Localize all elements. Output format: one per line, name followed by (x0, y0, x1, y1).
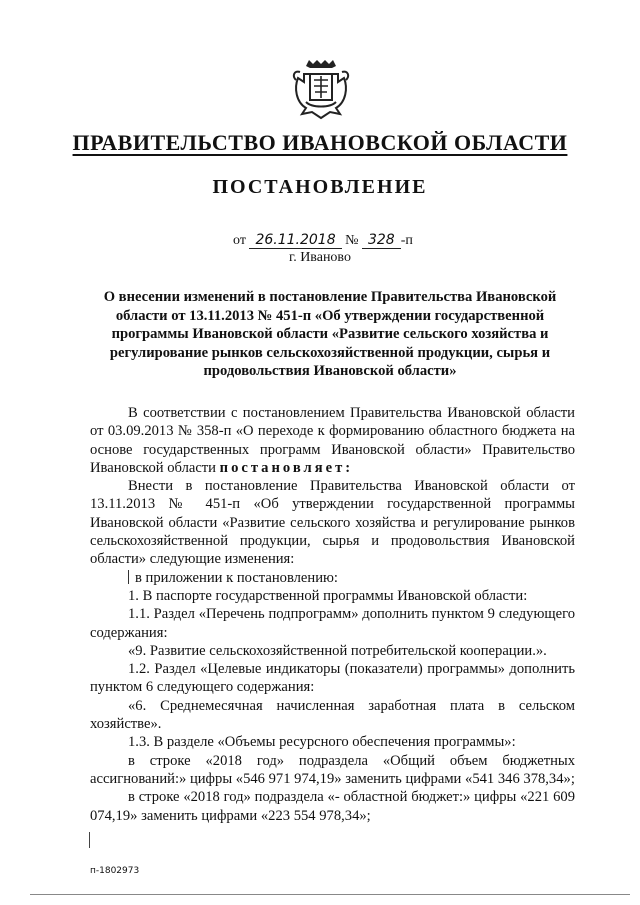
paragraph-item-1-2: 1.2. Раздел «Целевые индикаторы (показатели) программы» дополнить пунктом 6 следующего содержания: (90, 661, 575, 696)
city-name: г. Иваново (289, 250, 351, 265)
number-sign: № (345, 233, 359, 248)
document-body (90, 404, 575, 825)
resolves-word: постановляет: (219, 459, 354, 476)
date-prefix: от (233, 233, 246, 248)
document-date: 26.11.2018 (249, 232, 341, 249)
paragraph-appendix (90, 569, 575, 587)
footer-code: п-1802973 (90, 866, 140, 876)
document-title: О внесении изменений в постановление Правительства Ивановской области от 13.11.2013 № 451-п «Об утверждении государственной программы Ивановской области «Развитие сельского хозяйства и регулирование рынков сельскохозяйственной продукции, сырья и продовольствия Ивановской области» (103, 289, 557, 379)
paragraph-item-9: «9. Развитие сельскохозяйственной потребительской кооперации.». (128, 642, 547, 659)
paragraph-item-1-3: 1.3. В разделе «Объемы ресурсного обеспечения программы»: (128, 734, 516, 751)
paragraph-preamble (90, 404, 575, 477)
bottom-rule (30, 894, 630, 895)
paragraph-item-1-1: 1.1. Раздел «Перечень подпрограмм» дополнить пунктом 9 следующего содержания: (90, 606, 575, 641)
paragraph-amend-intro: Внести в постановление Правительства Ивановской области от 13.11.2013 № 451-п «Об утверждении государственной программы Ивановской области «Развитие сельского хозяйства и регулирование рынков сельскохозяйственной продукции, сырья и продовольствия Ивановской области» следующие изменения: (90, 478, 575, 568)
preamble-text: В соответствии с постановлением Правительства Ивановской области от 03.09.2013 № 358-п «О переходе к формированию областного бюджета на основе государственных программ Ивановской области» Правительство Ивановской области (90, 405, 575, 476)
paragraph-item-6: «6. Среднемесячная начисленная заработная плата в сельском хозяйстве». (90, 697, 575, 733)
margin-bar (128, 570, 129, 584)
paragraph-regional-budget: в строке «2018 год» подраздела «- областной бюджет:» цифры «221 609 074,19» заменить цифрами «223 554 978,34»; (90, 789, 575, 824)
number-suffix: -п (400, 233, 413, 248)
margin-mark (89, 832, 90, 848)
paragraph-item-1: 1. В паспорте государственной программы Ивановской области: (128, 587, 528, 604)
date-number-line (233, 232, 413, 249)
document-type-heading: ПОСТАНОВЛЕНИЕ (212, 176, 428, 198)
document-number: 328 (362, 232, 401, 249)
paragraph-total-budget: в строке «2018 год» подраздела «Общий объем бюджетных ассигнований:» цифры «546 971 974,19» заменить цифрами «541 346 378,34»; (90, 752, 575, 787)
coat-of-arms-emblem (292, 58, 350, 120)
government-name-heading: ПРАВИТЕЛЬСТВО ИВАНОВСКОЙ ОБЛАСТИ (72, 130, 568, 155)
appendix-text: в приложении к постановлению: (135, 569, 338, 586)
